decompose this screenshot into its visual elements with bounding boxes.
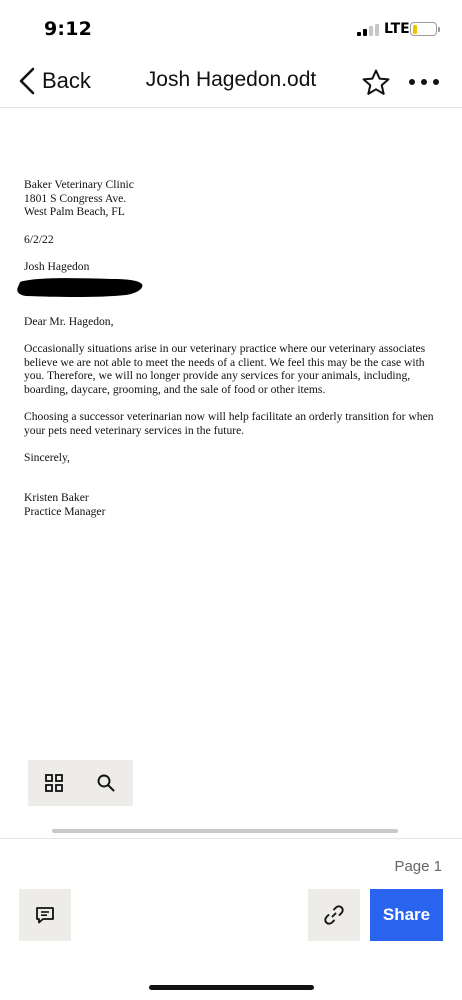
comment-icon [34,904,56,926]
document-toolbar [28,760,133,806]
copy-link-button[interactable] [308,889,360,941]
salutation: Dear Mr. Hagedon, [24,315,114,328]
page-indicator: Page 1 [394,858,442,875]
sender-line: West Palm Beach, FL [24,205,125,218]
letter-date: 6/2/22 [24,233,54,246]
grid-view-button[interactable] [28,760,80,806]
document-page [0,108,462,838]
battery-icon [410,22,437,36]
ellipsis-dot [421,79,427,85]
signal-icon [357,24,379,36]
home-indicator[interactable] [149,985,314,990]
battery-nub [438,27,440,32]
share-button[interactable]: Share [370,889,443,941]
status-bar [0,0,462,56]
paragraph-line: believe we are not able to meet the needs of a client. We feel this may be the case with [24,355,425,369]
network-label: LTE [384,21,410,37]
back-label: Back [42,68,91,93]
ellipsis-dot [433,79,439,85]
paragraph-line: Choosing a successor veterinarian now will help facilitate an orderly transition for when [24,410,434,423]
star-outline-icon [361,68,391,98]
comment-button[interactable] [19,889,71,941]
horizontal-scrollbar[interactable] [52,829,398,833]
paragraph-line: your pets need veterinary services in the future. [24,423,245,437]
star-button[interactable] [361,68,391,98]
paragraph-line: Occasionally situations arise in our veterinary practice where our veterinary associates [24,342,426,355]
bottom-bar [0,838,462,1000]
sender-line: Baker Veterinary Clinic [24,178,134,191]
signature-title: Practice Manager [24,504,106,518]
signature-name: Kristen Baker [24,491,89,504]
ellipsis-dot [409,79,415,85]
closing: Sincerely, [24,451,70,464]
document-title: Josh Hagedon.odt [145,68,317,91]
search-icon [96,773,116,793]
nav-bar [0,56,462,108]
status-time: 9:12 [44,18,93,40]
redaction-mark [16,276,144,298]
recipient-name: Josh Hagedon [24,260,90,273]
chevron-left-icon [18,67,36,95]
link-icon [323,904,345,926]
back-button[interactable] [18,64,91,98]
search-button[interactable] [80,760,132,806]
more-options-button[interactable] [409,75,439,89]
sender-line: 1801 S Congress Ave. [24,191,127,205]
paragraph-line: you. Therefore, we will no longer provide any services for your animals, including, [24,369,411,382]
paragraph-line: boarding, daycare, grooming, and the sale of food or other items. [24,382,326,396]
grid-icon [44,773,64,793]
